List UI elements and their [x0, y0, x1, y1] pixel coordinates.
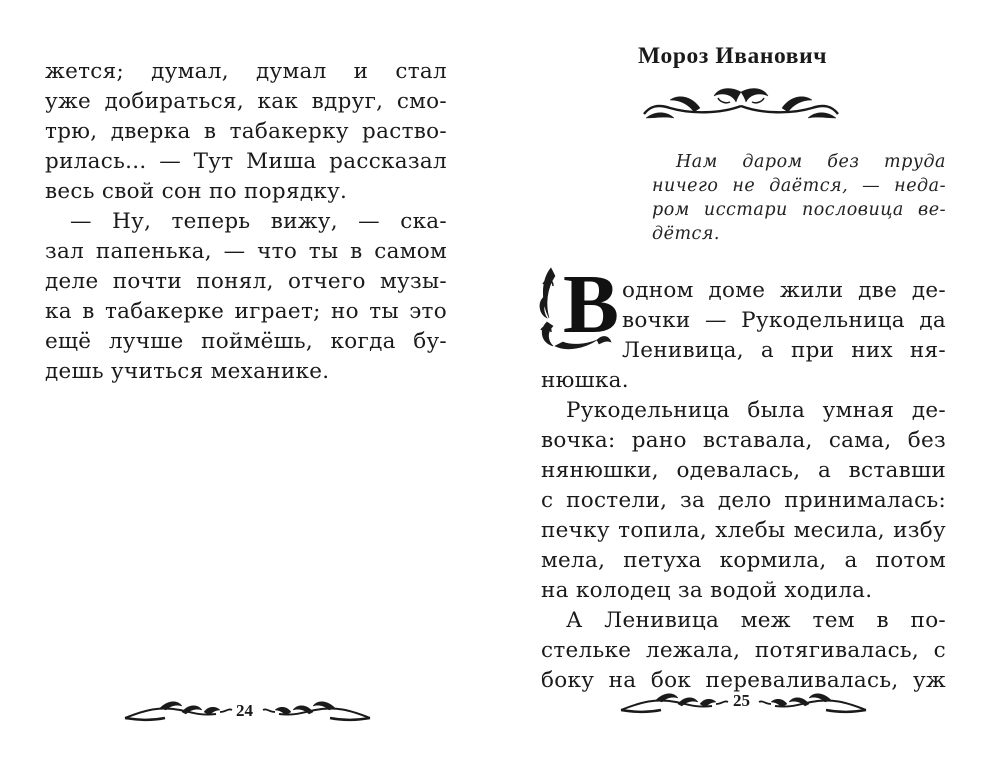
- epigraph-line: дётся.: [652, 224, 720, 244]
- epigraph-line: Нам даром без труда: [676, 152, 946, 172]
- drop-cap-letter: В: [563, 258, 620, 351]
- text-line: рилась... — Тут Миша рассказал: [45, 149, 447, 174]
- page-number-left: 24: [236, 701, 253, 720]
- text-line: Ленивица, а при них ня-: [622, 338, 946, 363]
- epigraph-line: ничего не даётся, — неда-: [652, 176, 946, 196]
- text-line: вочки — Рукодельница да: [622, 308, 946, 333]
- page-number-right: 25: [733, 691, 750, 710]
- text-line: с постели, за дело принималась:: [541, 488, 946, 513]
- text-line: печку топила, хлебы месила, избу: [541, 518, 946, 543]
- text-line: мела, петуха кормила, а потом: [541, 548, 946, 573]
- text-line: зал папенька, — что ты в самом: [45, 239, 447, 264]
- text-line: жется; думал, думал и стал: [45, 59, 447, 84]
- title-ornament: [640, 84, 842, 124]
- epigraph-line: ром исстари пословица ве-: [652, 200, 946, 220]
- text-line: на колодец за водой ходила.: [541, 578, 873, 603]
- text-line: — Ну, теперь вижу, — ска-: [70, 209, 447, 234]
- text-line: деле почти понял, отчего музы-: [45, 269, 447, 294]
- text-line: трю, дверка в табакерку раство-: [45, 119, 447, 144]
- text-line: А Ленивица меж тем в по-: [566, 608, 946, 633]
- text-line: нянюшки, одевалась, а вставши: [541, 458, 946, 483]
- text-line: стельке лежала, потягивалась, с: [541, 638, 946, 663]
- chapter-title: Мороз Иванович: [638, 43, 828, 69]
- text-line: ещё лучше поймёшь, когда бу-: [45, 329, 447, 354]
- text-line: весь свой сон по порядку.: [45, 179, 348, 204]
- text-line: вочка: рано вставала, сама, без: [541, 428, 946, 453]
- text-line: уже добираться, как вдруг, смо-: [45, 89, 447, 114]
- text-line: боку на бок переваливалась, уж: [541, 668, 946, 693]
- text-line: нюшка.: [541, 368, 629, 393]
- text-line: Рукодельница была умная де-: [566, 398, 946, 423]
- text-line: одном доме жили две де-: [622, 278, 946, 303]
- text-line: ка в табакерке играет; но ты это: [45, 299, 447, 324]
- text-line: дешь учиться механике.: [45, 359, 330, 384]
